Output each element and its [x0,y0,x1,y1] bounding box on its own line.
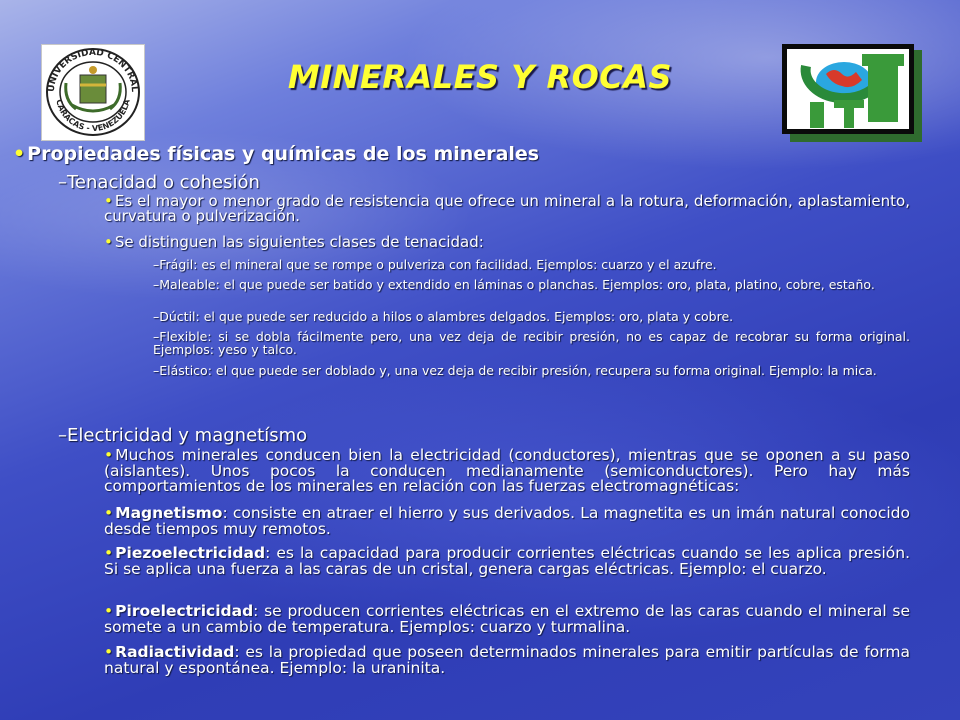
heading-tenacidad-text: Tenacidad o cohesión [67,172,260,193]
tenacidad-type-elastico-text: Elástico: el que puede ser doblado y, una vez deja de recibir presión, recupera su forma original. Ejemplo: la mica. [159,363,877,378]
svg-text:UNIVERSIDAD CENTRAL: UNIVERSIDAD CENTRAL [46,47,140,93]
tenacidad-point-1-text: Es el mayor o menor grado de resistencia que ofrece un mineral a la rotura, deformación, aplastamiento, curvatura o pulverización. [104,192,910,225]
desc-radiactividad: : es la propiedad que poseen determinados minerales para emitir partículas de forma natural y espontánea. Ejemplo: la uraninita. [104,643,910,677]
electricidad-item-piroelectricidad: • Piroelectricidad: se producen corrientes eléctricas en el extremo de las caras cuando el mineral se somete a un cambio de temperatura. Ejemplos: cuarzo y turmalina. [104,602,910,636]
tenacidad-type-elastico: –Elástico: el que puede ser doblado y, una vez deja de recibir presión, recupera su forma original. Ejemplo: la mica. [153,363,877,378]
main-bullet [13,143,539,165]
electricidad-item-piezoelectricidad: • Piezoelectricidad: es la capacidad para producir corrientes eléctricas cuando se les aplica presión. Si se aplica una fuerza a las caras de un cristal, genera cargas eléctricas. Ejemplo: el cuarzo. [104,544,910,578]
desc-magnetismo: : consiste en atraer el hierro y sus derivados. La magnetita es un imán natural conocido desde tiempos muy remotos. [104,504,910,538]
desc-piezoelectricidad: : es la capacidad para producir corrientes eléctricas cuando se les aplica presión. Si se aplica una fuerza a las caras de un cristal, genera cargas eléctricas. Ejemplo: el cuarzo. [104,544,910,578]
term-piroelectricidad: Piroelectricidad [115,602,254,620]
heading-electricidad-text: Electricidad y magnetísmo [67,425,308,446]
tenacidad-point-2: • Se distinguen las siguientes clases de tenacidad: [104,233,484,251]
tenacidad-type-ductil: –Dúctil: el que puede ser reducido a hilos o alambres delgados. Ejemplos: oro, plata y cobre. [153,309,734,324]
tenacidad-type-fragil: –Frágil: es el mineral que se rompe o pulveriza con facilidad. Ejemplos: cuarzo y el azufre. [153,257,717,272]
main-bullet-text: Propiedades físicas y químicas de los minerales [27,143,540,165]
tenacidad-type-fragil-text: Frágil: es el mineral que se rompe o pulveriza con facilidad. Ejemplos: cuarzo y el azufre. [159,257,717,272]
tenacidad-type-flexible: –Flexible: si se dobla fácilmente pero, una vez deja de recibir presión, no es capaz de recobrar su forma original. Ejemplos: yeso y talco. [153,329,910,357]
electricidad-item-radiactividad: • Radiactividad: es la propiedad que poseen determinados minerales para emitir partículas de forma natural y espontánea. Ejemplo: la uraninita. [104,643,910,677]
term-piezoelectricidad: Piezoelectricidad [115,544,266,562]
tenacidad-type-flexible-text: Flexible: si se dobla fácilmente pero, una vez deja de recibir presión, no es capaz de recobrar su forma original. Ejemplos: yeso y talco. [153,329,910,357]
desc-piroelectricidad: : se producen corrientes eléctricas en el extremo de las caras cuando el mineral se somete a un cambio de temperatura. Ejemplos: cuarzo y turmalina. [104,602,910,636]
electricidad-item-magnetismo: • Magnetismo: consiste en atraer el hierro y sus derivados. La magnetita es un imán natural conocido desde tiempos muy remotos. [104,504,910,538]
electricidad-intro-text: Muchos minerales conducen bien la electricidad (conductores), mientras que se oponen a su paso (aislantes). Unos pocos la conducen medianamente (semiconductores). Pero hay más comportamientos de los minerales en relación con las fuerzas electromagnéticas: [104,446,910,495]
heading-electricidad: –Electricidad y magnetísmo [58,425,308,446]
tenacidad-type-ductil-text: Dúctil: el que puede ser reducido a hilos o alambres delgados. Ejemplos: oro, plata y cobre. [159,309,734,324]
tenacidad-point-2-text: Se distinguen las siguientes clases de tenacidad: [114,233,484,251]
term-radiactividad: Radiactividad [115,643,235,661]
term-magnetismo: Magnetismo [115,504,223,522]
electricidad-intro: • Muchos minerales conducen bien la electricidad (conductores), mientras que se oponen a su paso (aislantes). Unos pocos la conducen medianamente (semiconductores). Pero hay más comportamientos de los minerales en relación con las fuerzas electromagnéticas: [104,446,910,495]
svg-text:CARACAS - VENEZUELA: CARACAS - VENEZUELA [54,98,132,134]
bullet-dot-icon: • [13,143,26,165]
heading-tenacidad: –Tenacidad o cohesión [58,172,260,193]
tenacidad-type-maleable: –Maleable: el que puede ser batido y extendido en láminas o planchas. Ejemplos: oro, plata, platino, cobre, estaño. [153,277,875,292]
tenacidad-type-maleable-text: Maleable: el que puede ser batido y extendido en láminas o planchas. Ejemplos: oro, plata, platino, cobre, estaño. [159,277,875,292]
tenacidad-point-1: • Es el mayor o menor grado de resistencia que ofrece un mineral a la rotura, deformación, aplastamiento, curvatura o pulverización. [104,192,910,225]
slide-title: MINERALES Y ROCAS [287,58,673,96]
